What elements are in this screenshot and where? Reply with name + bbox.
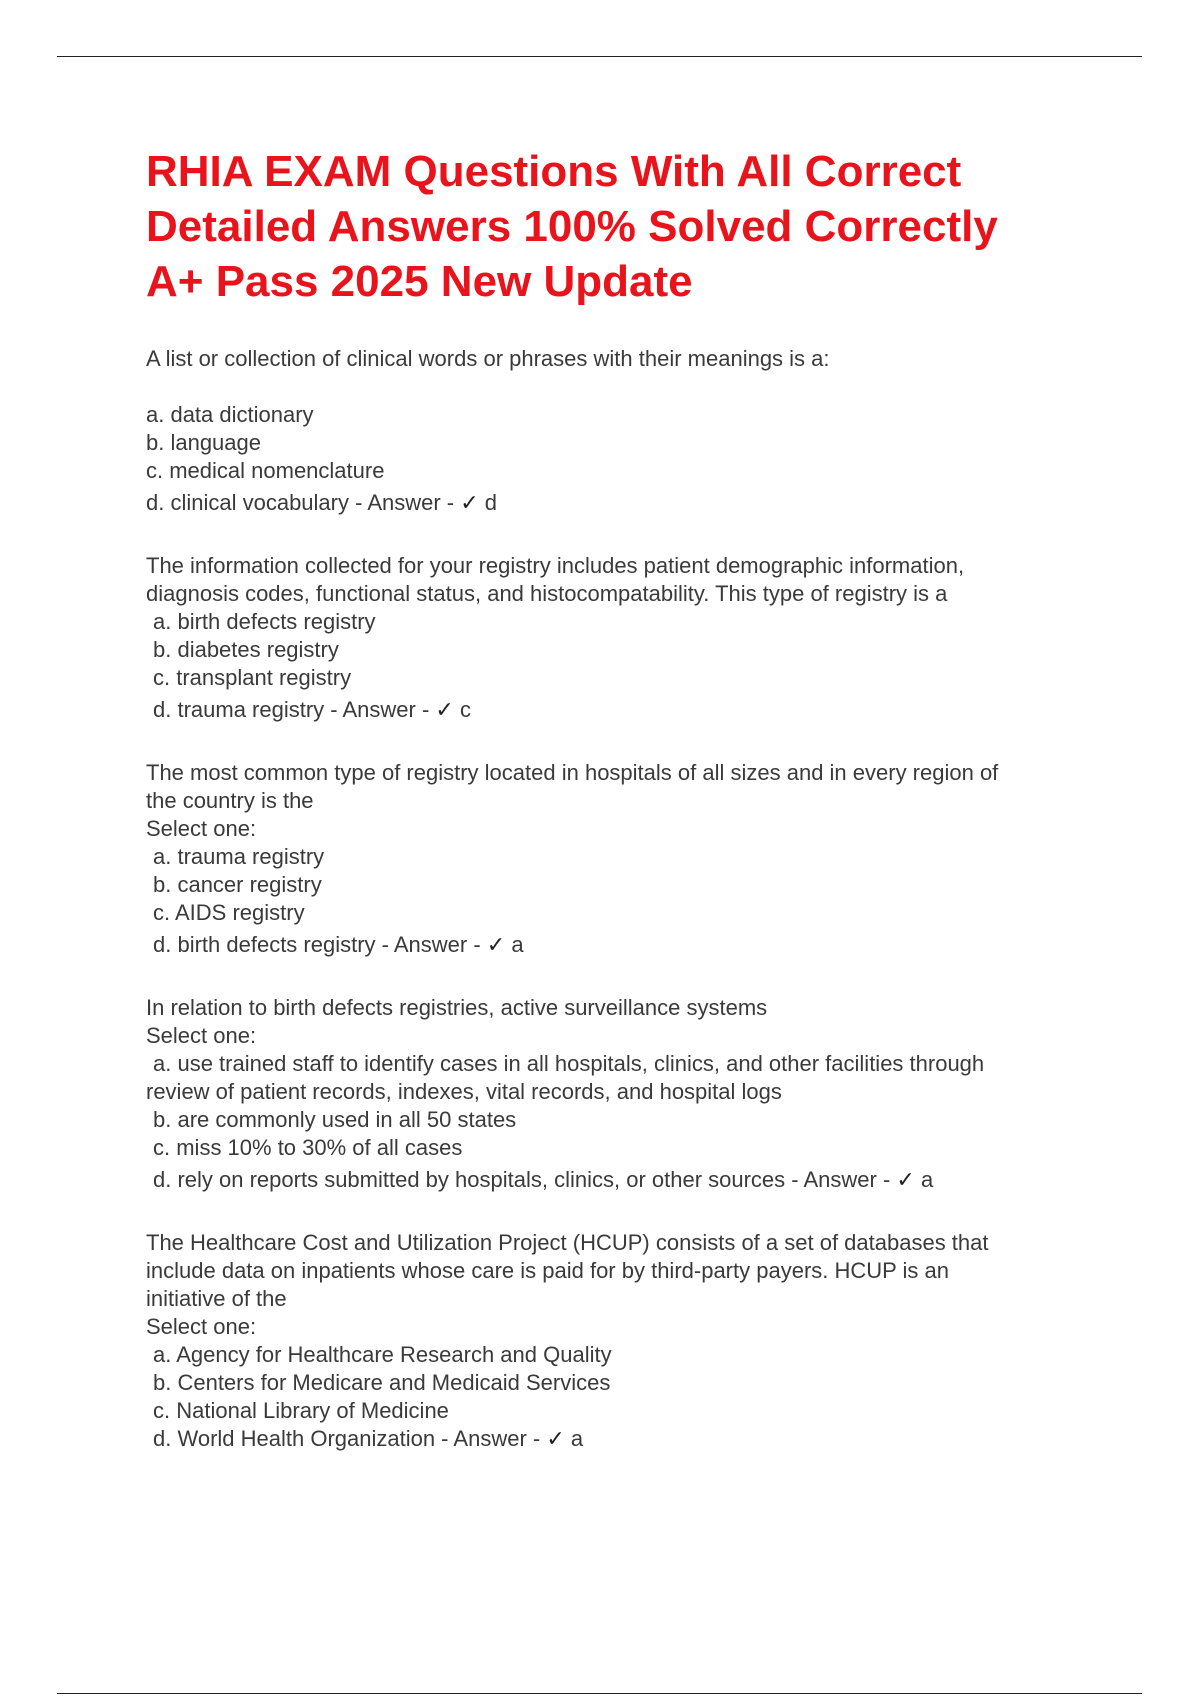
option-a: a. birth defects registry [153, 609, 376, 634]
option-a: a. trauma registry [153, 844, 325, 869]
answer-option-text: d. clinical vocabulary - Answer - [146, 490, 461, 515]
question-text: The information collected for your registry includes patient demographic information, [146, 553, 965, 578]
option-b: b. language [146, 430, 261, 455]
option-b: b. Centers for Medicare and Medicaid Services [153, 1370, 611, 1395]
question-block [146, 1229, 1096, 1454]
option-a-line: review of patient records, indexes, vital records, and hospital logs [146, 1079, 782, 1104]
option-d-answer [146, 1166, 1096, 1195]
document-body [146, 144, 1096, 1454]
option-d-answer [146, 931, 1096, 960]
option-a [146, 1050, 1096, 1106]
title-line: RHIA EXAM Questions With All Correct [146, 147, 962, 196]
answer-option-text: d. World Health Organization - Answer - [153, 1426, 547, 1451]
answer-letter: c [453, 697, 471, 722]
option-d-answer [146, 489, 1096, 518]
question-text: the country is the [146, 788, 314, 813]
option-d-answer [146, 1425, 1096, 1454]
answer-option-text: d. trauma registry - Answer - [153, 697, 436, 722]
option-b: b. cancer registry [153, 872, 322, 897]
option-b: b. diabetes registry [153, 637, 339, 662]
question-text: The Healthcare Cost and Utilization Project (HCUP) consists of a set of databases that [146, 1230, 989, 1255]
select-one-label: Select one: [146, 816, 257, 841]
question-text: include data on inpatients whose care is paid for by third-party payers. HCUP is an [146, 1258, 950, 1283]
option-c: c. medical nomenclature [146, 458, 385, 483]
checkmark-icon: ✓ [546, 1427, 565, 1452]
option-a: a. Agency for Healthcare Research and Quality [153, 1342, 612, 1367]
answer-option-text: d. birth defects registry - Answer - [153, 932, 487, 957]
option-a: a. data dictionary [146, 402, 314, 427]
option-d-answer [146, 696, 1096, 725]
checkmark-icon: ✓ [435, 698, 454, 723]
option-c: c. AIDS registry [153, 900, 305, 925]
option-c: c. transplant registry [153, 665, 352, 690]
answer-option-text: d. rely on reports submitted by hospitals, clinics, or other sources - Answer - [153, 1167, 897, 1192]
option-a-line: a. use trained staff to identify cases in all hospitals, clinics, and other facilities through [153, 1051, 985, 1076]
answer-letter: a [505, 932, 524, 957]
question-block [146, 759, 1096, 960]
select-one-label: Select one: [146, 1314, 257, 1339]
select-one-label: Select one: [146, 1023, 257, 1048]
question-text: In relation to birth defects registries, active surveillance systems [146, 995, 768, 1020]
question-text: A list or collection of clinical words or phrases with their meanings is a: [146, 346, 830, 371]
question-text: initiative of the [146, 1286, 287, 1311]
question-block [146, 994, 1096, 1195]
answer-letter: a [564, 1426, 584, 1451]
question-text: diagnosis codes, functional status, and histocompatability. This type of registry is a [146, 581, 948, 606]
option-c: c. miss 10% to 30% of all cases [153, 1135, 463, 1160]
option-c: c. National Library of Medicine [153, 1398, 449, 1423]
question-block [146, 345, 1096, 518]
question-block [146, 552, 1096, 725]
top-rule [57, 56, 1142, 57]
bottom-rule [57, 1693, 1142, 1694]
question-text: The most common type of registry located in hospitals of all sizes and in every region of [146, 760, 999, 785]
answer-letter: d [478, 490, 498, 515]
checkmark-icon: ✓ [896, 1168, 915, 1193]
document-title [146, 144, 1096, 309]
checkmark-icon: ✓ [486, 933, 506, 958]
title-line: A+ Pass 2025 New Update [146, 257, 693, 306]
title-line: Detailed Answers 100% Solved Correctly [146, 202, 998, 251]
checkmark-icon: ✓ [460, 491, 479, 516]
option-b: b. are commonly used in all 50 states [153, 1107, 517, 1132]
answer-letter: a [914, 1167, 934, 1192]
